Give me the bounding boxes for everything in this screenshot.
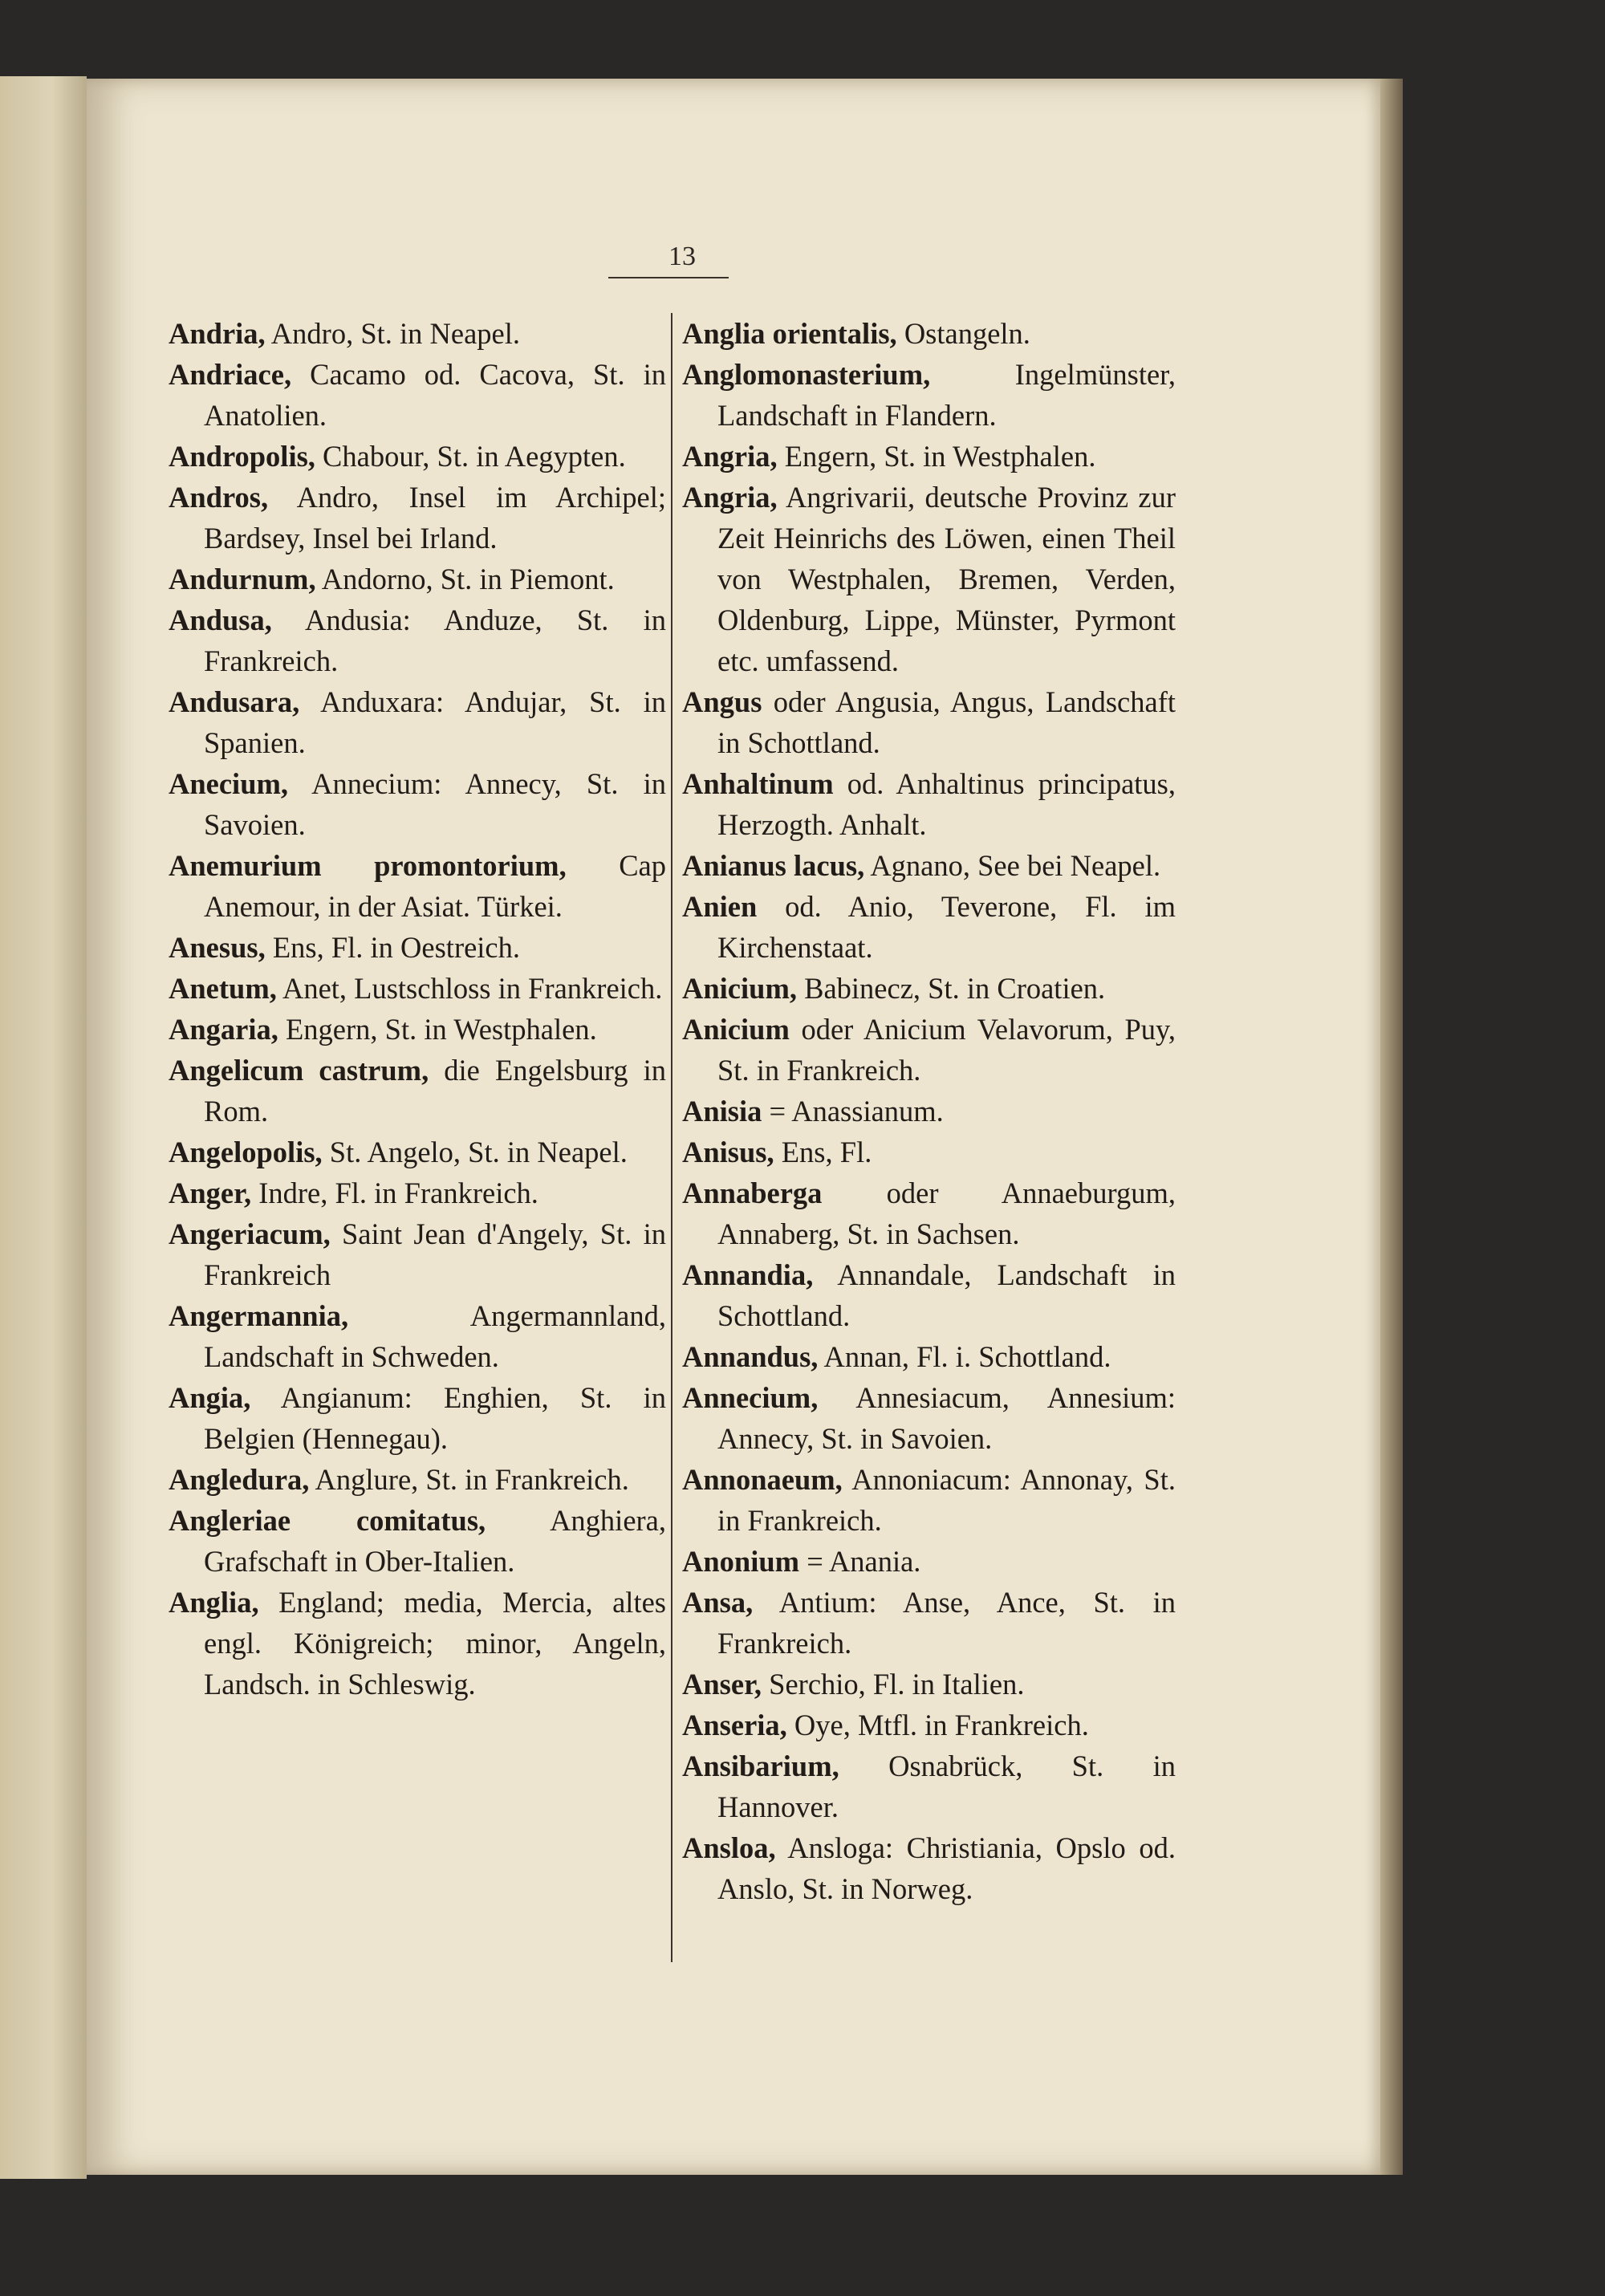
dictionary-entry <box>169 599 666 681</box>
entry-definition: Anet, Lustschloss in Frankreich. <box>276 972 663 1005</box>
header-rule <box>608 277 729 278</box>
entry-definition: Engern, St. in Westphalen. <box>278 1013 597 1046</box>
entry-headword: Anser, <box>682 1668 762 1701</box>
dictionary-entry <box>169 845 666 927</box>
entry-headword: Ansloa, <box>682 1831 776 1864</box>
dictionary-entry <box>169 477 666 559</box>
entry-definition: Cap Anemour, in der Asiat. Türkei. <box>204 849 666 923</box>
entry-definition: Oye, Mtfl. in Frankreich. <box>786 1709 1089 1741</box>
entry-headword: Annandus, <box>682 1340 819 1373</box>
entry-headword: Anglia, <box>169 1586 259 1619</box>
entry-definition: Ostangeln. <box>896 317 1030 350</box>
dictionary-entry <box>682 477 1176 681</box>
dictionary-entry <box>682 845 1176 886</box>
entry-headword: Annonaeum, <box>682 1463 843 1496</box>
dictionary-entry <box>169 1050 666 1132</box>
entry-headword: Angeriacum, <box>169 1217 331 1250</box>
dictionary-entry <box>682 1541 1176 1582</box>
entry-headword: Anger, <box>169 1176 252 1209</box>
entry-headword: Angaria, <box>169 1013 278 1046</box>
entry-definition: Osnabrück, St. in Hannover. <box>717 1749 1176 1823</box>
entry-definition: Annesiacum, Annesium: Annecy, St. in Savoien. <box>717 1381 1176 1455</box>
entry-headword: Anseria, <box>682 1709 787 1741</box>
entry-headword: Anesus, <box>169 931 266 964</box>
entry-headword: Anetum, <box>169 972 277 1005</box>
entry-headword: Angia, <box>169 1381 251 1414</box>
dictionary-entry <box>682 968 1176 1009</box>
dictionary-entry <box>682 1827 1176 1909</box>
entry-definition: Angianum: Enghien, St. in Belgien (Hennegau). <box>204 1381 666 1455</box>
entry-headword: Angelicum castrum, <box>169 1054 429 1087</box>
entry-definition: Chabour, St. in Aegypten. <box>315 440 626 473</box>
entry-headword: Anhaltinum <box>682 767 834 800</box>
entry-headword: Annecium, <box>682 1381 819 1414</box>
entry-headword: Andria, <box>169 317 266 350</box>
entry-headword: Anecium, <box>169 767 289 800</box>
entry-definition: Serchio, Fl. in Italien. <box>762 1668 1025 1701</box>
entry-headword: Annaberga <box>682 1176 823 1209</box>
entry-definition: od. Anio, Teverone, Fl. im Kirchenstaat. <box>717 890 1176 964</box>
entry-headword: Angledura, <box>169 1463 310 1496</box>
dictionary-entry <box>169 763 666 845</box>
entry-definition: Anghiera, Grafschaft in Ober-Italien. <box>204 1504 666 1578</box>
entry-headword: Andurnum, <box>169 563 316 595</box>
entry-definition: = Anania. <box>799 1545 921 1578</box>
entry-definition: oder Angusia, Angus, Landschaft in Schottland. <box>717 685 1176 759</box>
entry-headword: Anien <box>682 890 758 923</box>
dictionary-entry <box>169 1582 666 1705</box>
entry-headword: Anicium, <box>682 972 797 1005</box>
entry-definition: Angermannland, Landschaft in Schweden. <box>204 1299 666 1373</box>
entry-headword: Anicium <box>682 1013 790 1046</box>
entry-definition: Ens, Fl. in Oestreich. <box>265 931 521 964</box>
dictionary-entry <box>169 1459 666 1500</box>
dictionary-entry <box>169 681 666 763</box>
dictionary-entry <box>169 1500 666 1582</box>
entry-definition: oder Anicium Velavorum, Puy, St. in Frankreich. <box>717 1013 1176 1087</box>
left-column <box>169 313 666 1705</box>
dictionary-entry <box>169 313 666 354</box>
dictionary-entry <box>169 354 666 436</box>
dictionary-entry <box>682 1254 1176 1336</box>
column-divider <box>671 313 672 1962</box>
dictionary-entry <box>169 1172 666 1213</box>
entry-headword: Angermannia, <box>169 1299 349 1332</box>
entry-headword: Angleriae comitatus, <box>169 1504 486 1537</box>
entry-headword: Andriace, <box>169 358 292 391</box>
dictionary-entry <box>169 1377 666 1459</box>
page-number: 13 <box>668 242 696 271</box>
facing-page-edge <box>0 76 87 2179</box>
entry-definition: Annandale, Landschaft in Schottland. <box>717 1258 1176 1332</box>
entry-headword: Andusa, <box>169 603 272 636</box>
entry-definition: die Engelsburg in Rom. <box>204 1054 666 1128</box>
entry-definition: Annoniacum: Annonay, St. in Frankreich. <box>717 1463 1176 1537</box>
dictionary-entry <box>682 763 1176 845</box>
entry-headword: Ansa, <box>682 1586 754 1619</box>
entry-definition: Annan, Fl. i. Schottland. <box>818 1340 1111 1373</box>
entry-headword: Anglia orientalis, <box>682 317 897 350</box>
entry-headword: Anisia <box>682 1095 762 1128</box>
dictionary-entry <box>682 354 1176 436</box>
dictionary-entry <box>682 1664 1176 1705</box>
dictionary-entry <box>169 1009 666 1050</box>
dictionary-entry <box>169 559 666 599</box>
dictionary-entry <box>682 1336 1176 1377</box>
entry-definition: Angrivarii, deutsche Provinz zur Zeit Heinrichs des Löwen, einen Theil von Westphalen, Bremen, Verden, Oldenburg, Lippe, Münster, Pyrmont etc. umfassend. <box>717 481 1176 677</box>
entry-definition: Saint Jean d'Angely, St. in Frankreich <box>204 1217 666 1291</box>
entry-headword: Andros, <box>169 481 269 514</box>
dictionary-entry <box>682 886 1176 968</box>
entry-definition: = Anassianum. <box>762 1095 944 1128</box>
entry-definition: St. Angelo, St. in Neapel. <box>322 1136 628 1168</box>
entry-definition: Ens, Fl. <box>774 1136 872 1168</box>
page-shadow-edge <box>1380 79 1403 2175</box>
dictionary-entry <box>682 313 1176 354</box>
entry-definition: od. Anhaltinus principatus, Herzogth. Anhalt. <box>717 767 1176 841</box>
dictionary-entry <box>682 1172 1176 1254</box>
entry-headword: Anisus, <box>682 1136 774 1168</box>
entry-definition: Agnano, See bei Neapel. <box>864 849 1161 882</box>
entry-headword: Anonium <box>682 1545 800 1578</box>
entry-definition: Annecium: Annecy, St. in Savoien. <box>204 767 666 841</box>
dictionary-entry <box>169 436 666 477</box>
entry-headword: Angelopolis, <box>169 1136 323 1168</box>
dictionary-entry <box>682 1705 1176 1745</box>
dictionary-entry <box>169 968 666 1009</box>
dictionary-entry <box>682 1582 1176 1664</box>
dictionary-entry <box>682 1745 1176 1827</box>
entry-headword: Andropolis, <box>169 440 315 473</box>
entry-definition: Andro, St. in Neapel. <box>265 317 520 350</box>
dictionary-entry <box>682 1459 1176 1541</box>
right-column <box>682 313 1176 1909</box>
dictionary-entry <box>682 1377 1176 1459</box>
entry-definition: Andusia: Anduze, St. in Frankreich. <box>204 603 666 677</box>
entry-definition: Anglure, St. in Frankreich. <box>309 1463 629 1496</box>
entry-headword: Annandia, <box>682 1258 814 1291</box>
dictionary-entry <box>682 1009 1176 1091</box>
entry-definition: oder Annaeburgum, Annaberg, St. in Sachsen. <box>717 1176 1176 1250</box>
dictionary-entry <box>169 1295 666 1377</box>
entry-definition: Babinecz, St. in Croatien. <box>796 972 1106 1005</box>
entry-definition: Engern, St. in Westphalen. <box>777 440 1096 473</box>
dictionary-entry <box>169 1132 666 1172</box>
dictionary-entry <box>682 1132 1176 1172</box>
entry-definition: Anduxara: Andujar, St. in Spanien. <box>204 685 666 759</box>
dictionary-entry <box>682 1091 1176 1132</box>
dictionary-entry <box>169 1213 666 1295</box>
entry-definition: Indre, Fl. in Frankreich. <box>251 1176 538 1209</box>
entry-definition: Andro, Insel im Archipel; Bardsey, Insel bei Irland. <box>204 481 666 555</box>
entry-headword: Angria, <box>682 481 778 514</box>
entry-headword: Anglomonasterium, <box>682 358 931 391</box>
entry-headword: Anemurium promontorium, <box>169 849 567 882</box>
entry-headword: Angria, <box>682 440 778 473</box>
entry-headword: Angus <box>682 685 762 718</box>
entry-definition: Andorno, St. in Piemont. <box>315 563 615 595</box>
dictionary-entry <box>169 927 666 968</box>
entry-definition: Antium: Anse, Ance, St. in Frankreich. <box>717 1586 1176 1660</box>
entry-definition: Ingelmünster, Landschaft in Flandern. <box>717 358 1176 432</box>
entry-definition: England; media, Mercia, altes engl. Königreich; minor, Angeln, Landsch. in Schleswig. <box>204 1586 666 1701</box>
entry-headword: Andusara, <box>169 685 300 718</box>
dictionary-entry <box>682 436 1176 477</box>
entry-definition: Cacamo od. Cacova, St. in Anatolien. <box>204 358 666 432</box>
entry-headword: Anianus lacus, <box>682 849 865 882</box>
entry-headword: Ansibarium, <box>682 1749 839 1782</box>
entry-definition: Ansloga: Christiania, Opslo od. Anslo, St. in Norweg. <box>717 1831 1176 1905</box>
dictionary-entry <box>682 681 1176 763</box>
